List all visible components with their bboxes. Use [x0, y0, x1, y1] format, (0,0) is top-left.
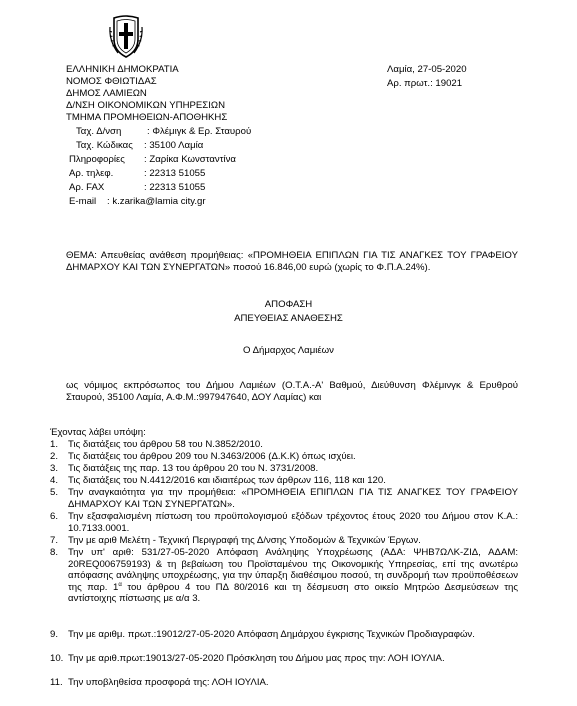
list-item-number: 7.	[50, 535, 59, 546]
contact-phone-label: Αρ. τηλεφ.	[69, 168, 114, 179]
representative-paragraph: ως νόμιμος εκπρόσωπος του Δήμου Λαμιέων (Ο.Τ.Α.-Α' Βαθμού, Διεύθυνση Φλέμινγκ & Ερυθρού Σταυρού, 35100 Λαμία, Α.Φ.Μ.:997947640, ΔΟΥ Λαμίας) και	[66, 380, 518, 404]
list-item-text: Την εξασφαλισμένη πίστωση του προϋπολογισμού εξόδων τρέχοντος έτους 2020 του Δήμου στον Κ.Α.: 10.7133.0001.	[68, 511, 518, 534]
list-item-text: Τις διατάξεις του Ν.4412/2016 και ιδιαιτέρως των άρθρων 116, 118 και 120.	[68, 475, 386, 486]
list-item-number: 4.	[50, 475, 59, 486]
contact-email-label: E-mail	[69, 196, 97, 207]
protocol-number: Αρ. πρωτ.: 19021	[387, 78, 463, 89]
contact-fax-value: : 22313 51055	[144, 182, 206, 193]
list-item-text: Τις διατάξεις της παρ. 13 του άρθρου 20 του Ν. 3731/2008.	[68, 463, 319, 474]
contact-info-value: : Ζαρίκα Κωνσταντίνα	[144, 154, 236, 165]
header-org-line-2: ΝΟΜΟΣ ΦΘΙΩΤΙΔΑΣ	[66, 76, 157, 87]
contact-postcode-value: : 35100 Λαμία	[144, 140, 204, 151]
list-item-text: Την υποβληθείσα προσφορά της: ΛΟΗ ΙΟΥΛΙΑ.	[68, 677, 269, 688]
list-item-text: Τις διατάξεις του άρθρου 58 του Ν.3852/2010.	[68, 439, 263, 450]
list-item-number: 10.	[50, 653, 64, 664]
contact-email-value: : k.zarika@lamia city.gr	[107, 196, 206, 207]
list-item-text-before: Την υπ' αριθ: 531/27-05-2020 Απόφαση Ανάληψης Υποχρέωσης (ΑΔΑ: ΨΗΒ7ΩΛΚ-ΖΙΔ, ΑΔΑΜ: 20REQ006759193) & τη βεβαίωση του Προϊσταμένου της Οικονομικής Υπηρεσίας, επί της ανωτέρω απόφασης ανάληψης υποχρέωσης, για την ύπαρξη διαθέσιμου ποσού, τη συνδρομή των προϋποθέσεων της παρ. 1	[68, 547, 518, 593]
list-item-number: 8.	[50, 547, 59, 558]
header-org-line-1: ΕΛΛΗΝΙΚΗ ΔΗΜΟΚΡΑΤΙΑ	[66, 64, 179, 75]
contact-address-value: : Φλέμιγκ & Ερ. Σταυρού	[147, 126, 252, 137]
list-item-text	[68, 547, 518, 605]
list-item-number: 11.	[50, 677, 63, 688]
contact-phone-value: : 22313 51055	[144, 168, 206, 179]
header-org-line-5: ΤΜΗΜΑ ΠΡΟΜΗΘΕΙΩΝ-ΑΠΟΘΗΚΗΣ	[66, 112, 228, 123]
list-item-text: Την με αριθ.πρωτ:19013/27-05-2020 Πρόσκληση του Δήμου μας προς την: ΛΟΗ ΙΟΥΛΙΑ.	[68, 653, 445, 664]
list-item-text: Την αναγκαιότητα για την προμήθεια: «ΠΡΟΜΗΘΕΙΑ ΕΠΙΠΛΩΝ ΓΙΑ ΤΙΣ ΑΝΑΓΚΕΣ ΤΟΥ ΓΡΑΦΕΙΟΥ ΔΗΜΑΡΧΟΥ ΚΑΙ ΤΩΝ ΣΥΝΕΡΓΑΤΩΝ».	[68, 487, 518, 510]
list-item-text: Τις διατάξεις του άρθρου 209 του Ν.3463/2006 (Δ.Κ.Κ) όπως ισχύει.	[68, 451, 356, 462]
list-item-number: 6.	[50, 511, 59, 522]
list-item-number: 1.	[50, 439, 59, 450]
list-item-text-after: του άρθρου 4 του ΠΔ 80/2016 και τη δέσμευση στο οικείο Μητρώο Δεσμεύσεων της αντίστοιχης πίστωσης με α/α 3.	[68, 581, 518, 605]
contact-postcode-label: Ταχ. Κώδικας	[76, 140, 133, 151]
list-item-number: 9.	[50, 629, 59, 640]
subject-paragraph: ΘΕΜΑ: Απευθείας ανάθεση προμήθειας: «ΠΡΟΜΗΘΕΙΑ ΕΠΙΠΛΩΝ ΓΙΑ ΤΙΣ ΑΝΑΓΚΕΣ ΤΟΥ ΓΡΑΦΕΙΟΥ ΔΗΜΑΡΧΟΥ ΚΑΙ ΤΩΝ ΣΥΝΕΡΓΑΤΩΝ» ποσού 16.846,00 ευρώ (χωρίς το Φ.Π.Α.24%).	[66, 250, 518, 274]
list-item-number: 3.	[50, 463, 59, 474]
decision-title: ΑΠΟΦΑΣΗ	[264, 299, 313, 310]
considerations-title: Έχοντας λάβει υπόψη:	[50, 427, 146, 438]
mayor-heading: Ο Δήμαρχος Λαμιέων	[243, 345, 334, 356]
contact-fax-label: Αρ. FAX	[69, 182, 105, 193]
contact-info-label: Πληροφορίες	[69, 154, 125, 165]
list-item-number: 5.	[50, 487, 59, 498]
decision-subtitle: ΑΠΕΥΘΕΙΑΣ ΑΝΑΘΕΣΗΣ	[234, 313, 343, 324]
header-org-line-3: ΔΗΜΟΣ ΛΑΜΙΕΩΝ	[66, 88, 147, 99]
place-date: Λαμία, 27-05-2020	[387, 64, 467, 75]
header-org-line-4: Δ/ΝΣΗ ΟΙΚΟΝΟΜΙΚΩΝ ΥΠΗΡΕΣΙΩΝ	[66, 100, 226, 111]
superscript-alpha: α	[118, 581, 122, 588]
list-item-number: 2.	[50, 451, 59, 462]
contact-address-label: Ταχ. Δ/νση	[76, 126, 122, 137]
greek-emblem-icon	[108, 15, 144, 59]
list-item-text: Την με αριθ Μελέτη - Τεχνική Περιγραφή της Δ/νσης Υποδομών & Τεχνικών Έργων.	[68, 535, 421, 546]
list-item-text: Την με αριθμ. πρωτ.:19012/27-05-2020 Απόφαση Δημάρχου έγκρισης Τεχνικών Προδιαγραφών.	[68, 629, 475, 640]
